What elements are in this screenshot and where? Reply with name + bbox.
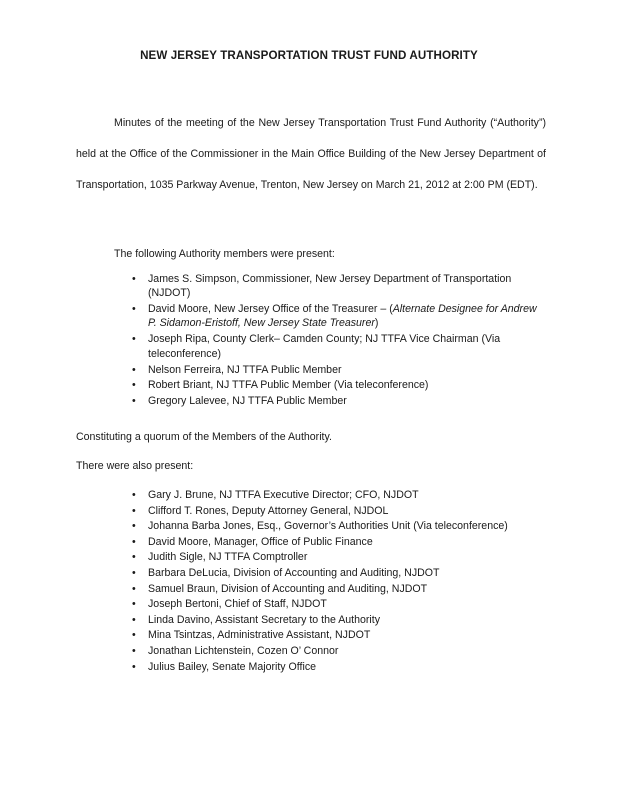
bullet-icon: • — [132, 582, 136, 595]
quorum-statement: Constituting a quorum of the Members of the Authority. — [76, 431, 332, 443]
bullet-icon: • — [132, 273, 136, 285]
intro-text: Minutes of the meeting of the New Jersey Transportation Trust Fund Authority (“Authority”) held at the Office of the Commissioner in the Main Office Building of the New Jersey Department of Transportation, 1035 Parkway Avenue, Trenton, New Jersey on March 21, 2012 at 2:00 PM (EDT). — [76, 117, 546, 191]
bullet-icon: • — [132, 363, 136, 376]
bullet-icon: • — [132, 566, 136, 579]
bullet-icon: • — [132, 629, 136, 642]
member-text: James S. Simpson, Commissioner, New Jersey Department of Transportation (NJDOT) — [148, 273, 512, 300]
member-item — [132, 378, 548, 392]
bullet-icon: • — [132, 520, 136, 533]
member-text: Robert Briant, NJ TTFA Public Member (Via teleconference) — [148, 379, 429, 392]
attendee-text: David Moore, Manager, Office of Public Finance — [148, 535, 373, 548]
bullet-icon: • — [132, 613, 136, 626]
bullet-icon: • — [132, 644, 136, 657]
attendee-text: Johanna Barba Jones, Esq., Governor’s Authorities Unit (Via teleconference) — [148, 520, 508, 533]
bullet-icon: • — [132, 379, 136, 392]
attendee-text: Judith Sigle, NJ TTFA Comptroller — [148, 551, 308, 564]
member-item — [132, 394, 548, 408]
attendee-item — [132, 644, 548, 660]
attendee-item — [132, 566, 548, 582]
attendee-text: Julius Bailey, Senate Majority Office — [148, 660, 317, 673]
members-list — [132, 272, 548, 410]
member-item — [132, 302, 548, 331]
attendee-item — [132, 597, 548, 613]
bullet-icon: • — [132, 333, 136, 346]
attendee-item — [132, 535, 548, 551]
intro-paragraph — [76, 108, 546, 201]
attendee-item — [132, 519, 548, 535]
bullet-icon: • — [132, 598, 136, 611]
member-item — [132, 272, 548, 301]
attendee-text: Linda Davino, Assistant Secretary to the Authority — [148, 613, 381, 626]
attendee-item — [132, 582, 548, 598]
bullet-icon: • — [132, 504, 136, 517]
attendee-item — [132, 550, 548, 566]
attendee-text: Samuel Braun, Division of Accounting and Auditing, NJDOT — [148, 582, 428, 595]
attendee-text: Gary J. Brune, NJ TTFA Executive Director; CFO, NJDOT — [148, 489, 419, 501]
bullet-icon: • — [132, 551, 136, 564]
attendee-item — [132, 504, 548, 520]
members-heading: The following Authority members were present: — [114, 248, 335, 260]
attendee-item — [132, 660, 548, 676]
attendee-text: Jonathan Lichtenstein, Cozen O’ Connor — [148, 644, 339, 657]
member-text: Joseph Ripa, County Clerk– Camden County; NJ TTFA Vice Chairman (Via teleconference) — [148, 333, 501, 360]
bullet-icon: • — [132, 303, 136, 316]
member-text: Nelson Ferreira, NJ TTFA Public Member — [148, 363, 342, 376]
also-present-heading: There were also present: — [76, 460, 194, 472]
member-item — [132, 332, 548, 361]
member-text: Gregory Lalevee, NJ TTFA Public Member — [148, 395, 347, 408]
bullet-icon: • — [132, 395, 136, 408]
also-present-list — [132, 488, 548, 675]
bullet-icon: • — [132, 535, 136, 548]
bullet-icon: • — [132, 489, 136, 501]
member-text: David Moore, New Jersey Office of the Treasurer – ( — [148, 303, 393, 316]
document-title: NEW JERSEY TRANSPORTATION TRUST FUND AUTHORITY — [140, 49, 478, 62]
bullet-icon: • — [132, 660, 136, 673]
member-tail-text: ) — [374, 317, 379, 330]
attendee-text: Joseph Bertoni, Chief of Staff, NJDOT — [148, 598, 327, 611]
attendee-item — [132, 488, 548, 504]
member-item — [132, 363, 548, 377]
attendee-item — [132, 613, 548, 629]
attendee-text: Barbara DeLucia, Division of Accounting and Auditing, NJDOT — [148, 566, 440, 579]
attendee-item — [132, 628, 548, 644]
attendee-text: Mina Tsintzas, Administrative Assistant, NJDOT — [148, 629, 371, 642]
member-italic-text: Alternate Designee for Andrew P. Sidamon-Eristoff, New Jersey State Treasurer — [148, 303, 537, 330]
attendee-text: Clifford T. Rones, Deputy Attorney General, NJDOL — [148, 504, 389, 517]
